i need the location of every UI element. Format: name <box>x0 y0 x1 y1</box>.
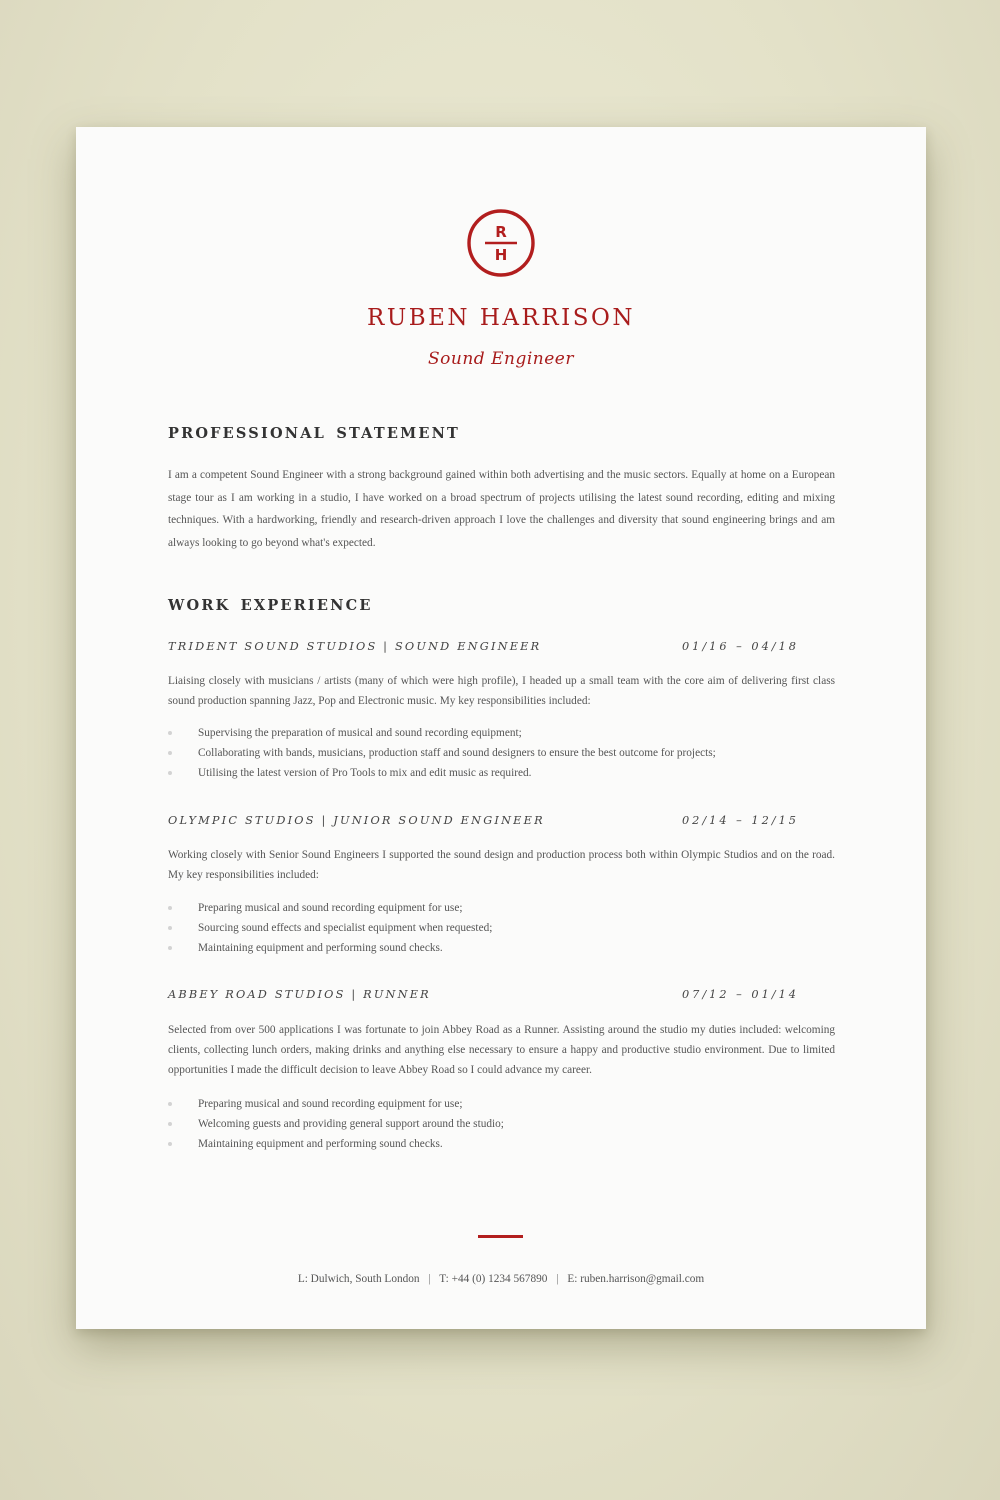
experience-heading: WORK EXPERIENCE <box>168 597 373 614</box>
list-item-text: Utilising the latest version of Pro Tools to mix and edit music as required. <box>198 767 532 779</box>
job-title: TRIDENT SOUND STUDIOS | SOUND ENGINEER <box>168 640 542 653</box>
job-description: Selected from over 500 applications I was fortunate to join Abbey Road as a Runner. Assisting around the studio my duties included: welcoming clients, collecting lunch orders, making drinks and anything else necessary to ensure a happy and productive studio environment. Due to limited opportunities I made the difficult decision to leave Abbey Road so I could advance my career. <box>168 1024 835 1077</box>
job-header <box>168 640 798 658</box>
list-item-text: Sourcing sound effects and specialist equipment when requested; <box>198 922 493 934</box>
list-item <box>168 1134 835 1154</box>
contact-phone: T: +44 (0) 1234 567890 <box>439 1273 548 1285</box>
resume-page <box>76 127 926 1329</box>
bullet-dot <box>168 771 172 775</box>
list-item <box>168 918 835 938</box>
job-responsibilities <box>168 898 835 958</box>
list-item-text: Maintaining equipment and performing sound checks. <box>198 1138 443 1150</box>
list-item-text: Preparing musical and sound recording equipment for use; <box>198 1098 463 1110</box>
list-item <box>168 938 835 958</box>
job-responsibilities <box>168 1094 835 1154</box>
job-dates: 07/12 – 01/14 <box>682 988 799 1001</box>
list-item-text: Preparing musical and sound recording equipment for use; <box>198 902 463 914</box>
list-item <box>168 763 835 783</box>
job-responsibilities <box>168 723 835 783</box>
job-dates: 01/16 – 04/18 <box>682 640 799 653</box>
list-item-text: Welcoming guests and providing general support around the studio; <box>198 1118 504 1130</box>
list-item <box>168 1094 835 1114</box>
job-title: OLYMPIC STUDIOS | JUNIOR SOUND ENGINEER <box>168 814 545 827</box>
job-dates: 02/14 – 12/15 <box>682 814 799 827</box>
job-header <box>168 814 798 832</box>
bullet-dot <box>168 1122 172 1126</box>
job-header <box>168 988 798 1006</box>
bullet-dot <box>168 1142 172 1146</box>
list-item-text: Maintaining equipment and performing sound checks. <box>198 942 443 954</box>
list-item <box>168 743 835 763</box>
job-description: Liaising closely with musicians / artists (many of which were high profile), I headed up a small team with the core aim of delivering first class sound production spanning Jazz, Pop and Electronic music. My key responsibilities included: <box>168 675 835 708</box>
monogram-logo <box>466 208 536 278</box>
list-item <box>168 1114 835 1134</box>
footer-divider <box>478 1235 523 1238</box>
job-description: Working closely with Senior Sound Engineers I supported the sound design and production process both within Olympic Studios and on the road. My key responsibilities included: <box>168 849 835 882</box>
list-item-text: Collaborating with bands, musicians, production staff and sound designers to ensure the best outcome for projects; <box>198 747 716 759</box>
contact-location: L: Dulwich, South London <box>297 1273 420 1285</box>
monogram-bottom-letter: H <box>494 246 508 264</box>
contact-email[interactable]: E: ruben.harrison@gmail.com <box>567 1273 705 1285</box>
list-item-text: Supervising the preparation of musical and sound recording equipment; <box>198 727 522 739</box>
statement-text: I am a competent Sound Engineer with a strong background gained within both advertising and the music sectors. Equally at home on a European stage tour as I am working in a studio, I have worked on a broad spectrum of projects utilising the latest sound recording, editing and mixing techniques. With a hardworking, friendly and research-driven approach I love the challenges and diversity that sound engineering brings and am always looking to go beyond what's expected. <box>168 469 835 550</box>
job-title: ABBEY ROAD STUDIOS | RUNNER <box>168 988 431 1001</box>
contact-footer <box>76 1273 926 1285</box>
monogram-top-letter: R <box>495 223 507 241</box>
candidate-role: Sound Engineer <box>428 349 574 369</box>
list-item <box>168 723 835 743</box>
list-item <box>168 898 835 918</box>
statement-heading: PROFESSIONAL STATEMENT <box>168 425 461 442</box>
bullet-dot <box>168 751 172 755</box>
bullet-dot <box>168 946 172 950</box>
bullet-dot <box>168 926 172 930</box>
separator: | <box>556 1273 559 1285</box>
bullet-dot <box>168 731 172 735</box>
candidate-name: RUBEN HARRISON <box>367 305 635 331</box>
bullet-dot <box>168 906 172 910</box>
bullet-dot <box>168 1102 172 1106</box>
separator: | <box>428 1273 431 1285</box>
